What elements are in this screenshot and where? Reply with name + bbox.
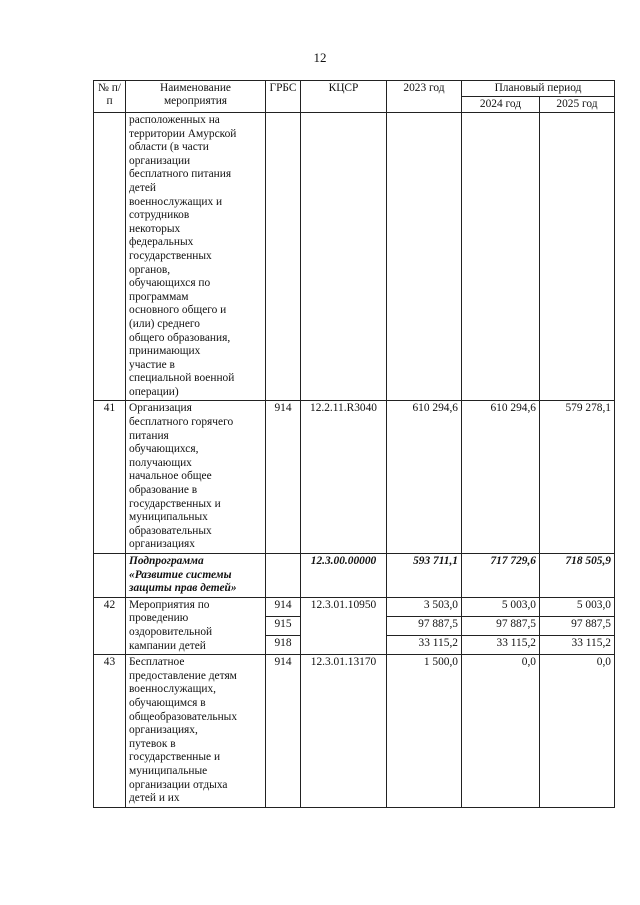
cell-2023: 1 500,0 [387,655,462,808]
cell-name: расположенных на территории Амурской области (в части организации бесплатного питания детей военнослужащих и сотрудников некоторых федеральных государственных органов, обучающихся по программам основного общего и (или) среднего общего образования, принимающих участие в специальной военной операции) [126,113,266,401]
cell-2024: 717 729,6 [462,554,540,598]
header-row-1 [94,81,615,97]
cell-no [94,113,126,401]
header-kcsr: КЦСР [301,81,387,113]
cell-no: 41 [94,401,126,554]
cell-2024: 0,0 [462,655,540,808]
cell-grbs [266,113,301,401]
cell-grbs: 914 [266,401,301,554]
cell-no [94,616,126,635]
cell-2023: 593 711,1 [387,554,462,598]
cell-2023 [387,113,462,401]
table-row [94,401,615,554]
cell-kcsr: 12.3.01.10950 [301,597,387,654]
cell-name: Мероприятия по проведению оздоровительной кампании детей [126,597,266,654]
cell-2023: 3 503,0 [387,597,462,616]
cell-name: Бесплатное предоставление детям военнослужащих, обучающимся в общеобразовательных организациях, путевок в государственные и муниципальные организации отдыха детей и их [126,655,266,808]
cell-2024 [462,113,540,401]
cell-2024: 610 294,6 [462,401,540,554]
cell-kcsr: 12.3.00.00000 [301,554,387,598]
cell-no [94,636,126,655]
cell-2025: 0,0 [540,655,615,808]
header-name: Наименование мероприятия [126,81,266,113]
header-planned-period: Плановый период [462,81,615,97]
header-grbs: ГРБС [266,81,301,113]
header-year-2025: 2025 год [540,97,615,113]
cell-2025: 718 505,9 [540,554,615,598]
header-year-2024: 2024 год [462,97,540,113]
cell-grbs: 915 [266,616,301,635]
header-no: № п/п [94,81,126,113]
cell-2025: 5 003,0 [540,597,615,616]
page-number: 12 [313,50,327,65]
cell-2025: 97 887,5 [540,616,615,635]
table-row [94,655,615,808]
cell-2025: 579 278,1 [540,401,615,554]
cell-2024: 97 887,5 [462,616,540,635]
cell-no [94,554,126,598]
cell-grbs [266,554,301,598]
cell-2023: 610 294,6 [387,401,462,554]
cell-no: 43 [94,655,126,808]
cell-no: 42 [94,597,126,616]
cell-name: Организация бесплатного горячего питания обучающихся, получающих начальное общее образование в государственных и муниципальных образовательных организациях [126,401,266,554]
cell-kcsr: 12.2.11.R3040 [301,401,387,554]
cell-2023: 97 887,5 [387,616,462,635]
cell-kcsr [301,113,387,401]
table-row [94,597,615,616]
subprogram-row [94,554,615,598]
cell-grbs: 914 [266,597,301,616]
cell-2023: 33 115,2 [387,636,462,655]
cell-2025: 33 115,2 [540,636,615,655]
cell-2024: 33 115,2 [462,636,540,655]
cell-kcsr: 12.3.01.13170 [301,655,387,808]
header-year-2023: 2023 год [387,81,462,113]
subprogram-title: Подпрограмма «Развитие системы защиты прав детей» [126,554,266,598]
table-row [94,113,615,401]
cell-grbs: 918 [266,636,301,655]
cell-2025 [540,113,615,401]
cell-grbs: 914 [266,655,301,808]
budget-table [93,80,615,808]
cell-2024: 5 003,0 [462,597,540,616]
